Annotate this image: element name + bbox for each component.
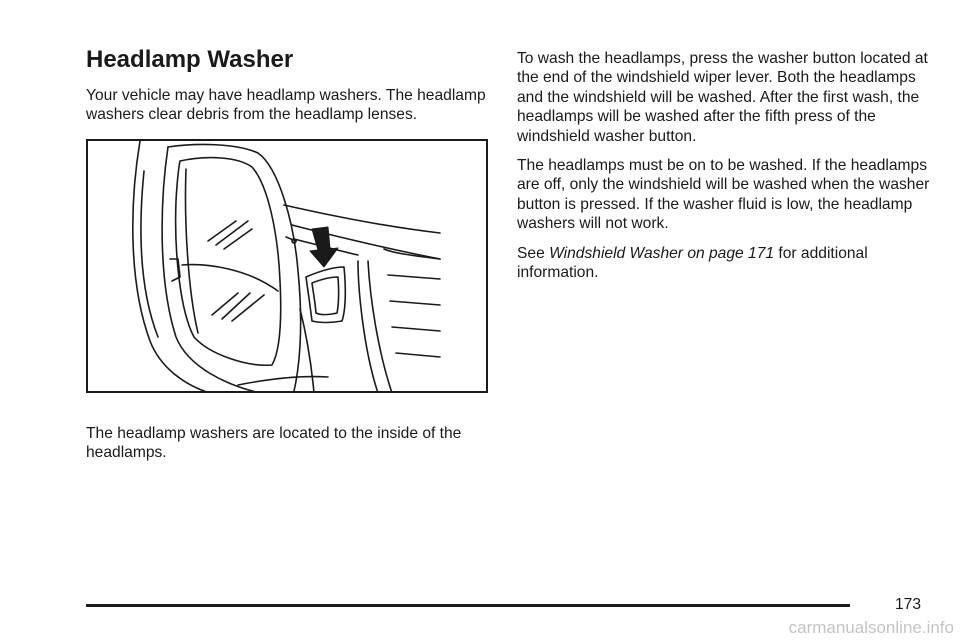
left-column — [86, 46, 490, 463]
headlamp-washer-illustration — [86, 139, 488, 393]
cross-reference-suffix: for additional information. — [517, 244, 868, 282]
right-column — [517, 49, 937, 292]
paragraph-cross-reference — [517, 244, 937, 283]
cross-reference-link[interactable]: Windshield Washer on page 171 — [549, 244, 775, 262]
cross-reference-prefix: See — [517, 244, 545, 262]
headlamp-illustration-drawing — [88, 141, 488, 393]
footer-rule — [86, 604, 850, 607]
page-number: 173 — [895, 596, 922, 613]
watermark: carmanualsonline.info — [788, 618, 954, 637]
paragraph-wash-instructions: To wash the headlamps, press the washer button located at the end of the windshield wiper lever. Both the headlamps and the windshield will be washed. After the first wash, the headlamps will be washed after the fifth press of the windshield washer button. — [517, 50, 928, 145]
intro-paragraph: Your vehicle may have headlamp washers. The headlamp washers clear debris from the headlamp lenses. — [86, 87, 486, 124]
section-heading: Headlamp Washer — [86, 46, 294, 73]
paragraph-washing-conditions: The headlamps must be on to be washed. If the headlamps are off, only the windshield will be washed when the washer button is pressed. If the washer fluid is low, the headlamp washers will not work. — [517, 157, 930, 233]
figure-caption: The headlamp washers are located to the inside of the headlamps. — [86, 424, 462, 462]
